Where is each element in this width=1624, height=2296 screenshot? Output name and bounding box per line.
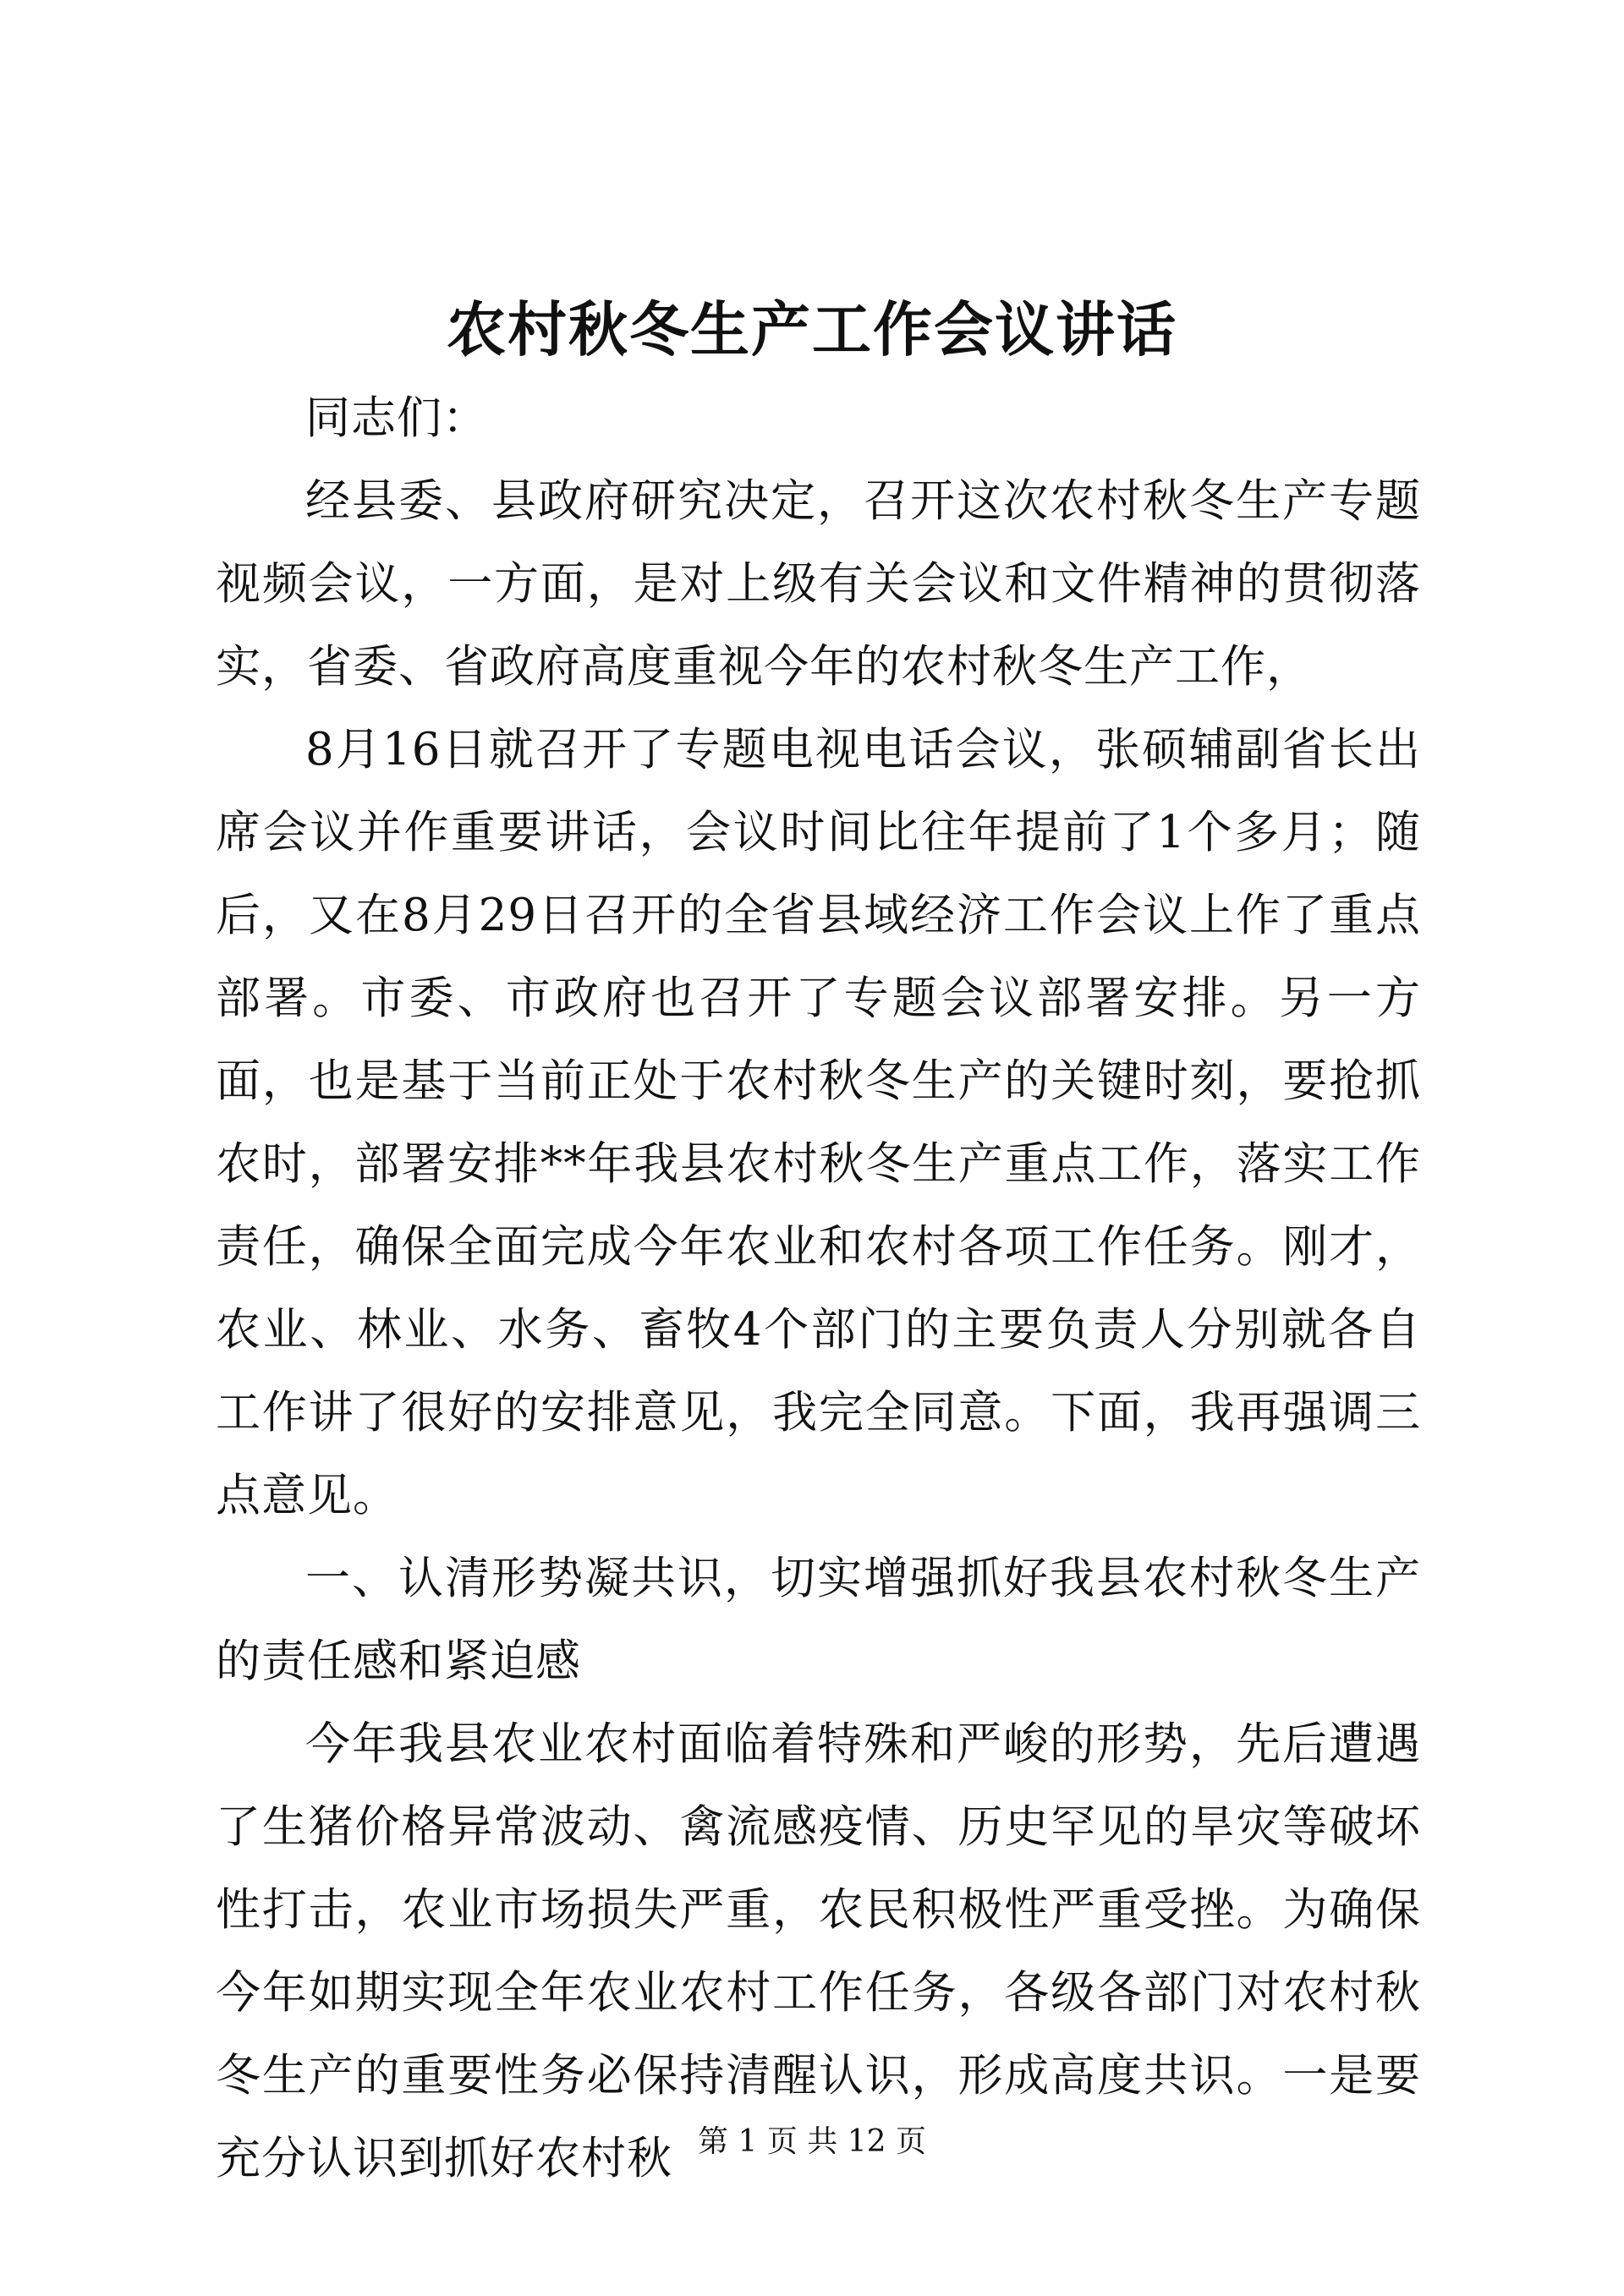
body-paragraph: 经县委、县政府研究决定，召开这次农村秋冬生产专题视频会议，一方面，是对上级有关会议和文件精神的贯彻落实，省委、省政府高度重视今年的农村秋冬生产工作，: [216, 475, 1421, 693]
section-heading: 一、认清形势凝共识，切实增强抓好我县农村秋冬生产的责任感和紧迫感: [216, 1553, 1421, 1687]
page-footer: 第 1 页 共 12 页: [698, 2124, 926, 2159]
body-paragraph: 今年我县农业农村面临着特殊和严峻的形势，先后遭遇了生猪价格异常波动、禽流感疫情、历史罕见的旱灾等破坏性打击，农业市场损失严重，农民积极性严重受挫。为确保今年如期实现全年农业农村工作任务，各级各部门对农村秋冬生产的重要性务必保持清醒认识，形成高度共识。一是要充分认识到抓好农村秋: [216, 1718, 1421, 2184]
salutation-paragraph: 同志们：: [305, 392, 488, 444]
document-title: 农村秋冬生产工作会议讲话: [447, 294, 1177, 364]
body-paragraph: 8月16日就召开了专题电视电话会议，张硕辅副省长出席会议并作重要讲话，会议时间比往年提前了1个多月；随后，又在8月29日召开的全省县域经济工作会议上作了重点部署。市委、市政府也召开了专题会议部署安排。另一方面，也是基于当前正处于农村秋冬生产的关键时刻，要抢抓农时，部署安排**年我县农村秋冬生产重点工作，落实工作责任，确保全面完成今年农业和农村各项工作任务。刚才，农业、林业、水务、畜牧4个部门的主要负责人分别就各自工作讲了很好的安排意见，我完全同意。下面，我再强调三点意见。: [216, 724, 1421, 1521]
document-body: [216, 377, 1421, 2200]
